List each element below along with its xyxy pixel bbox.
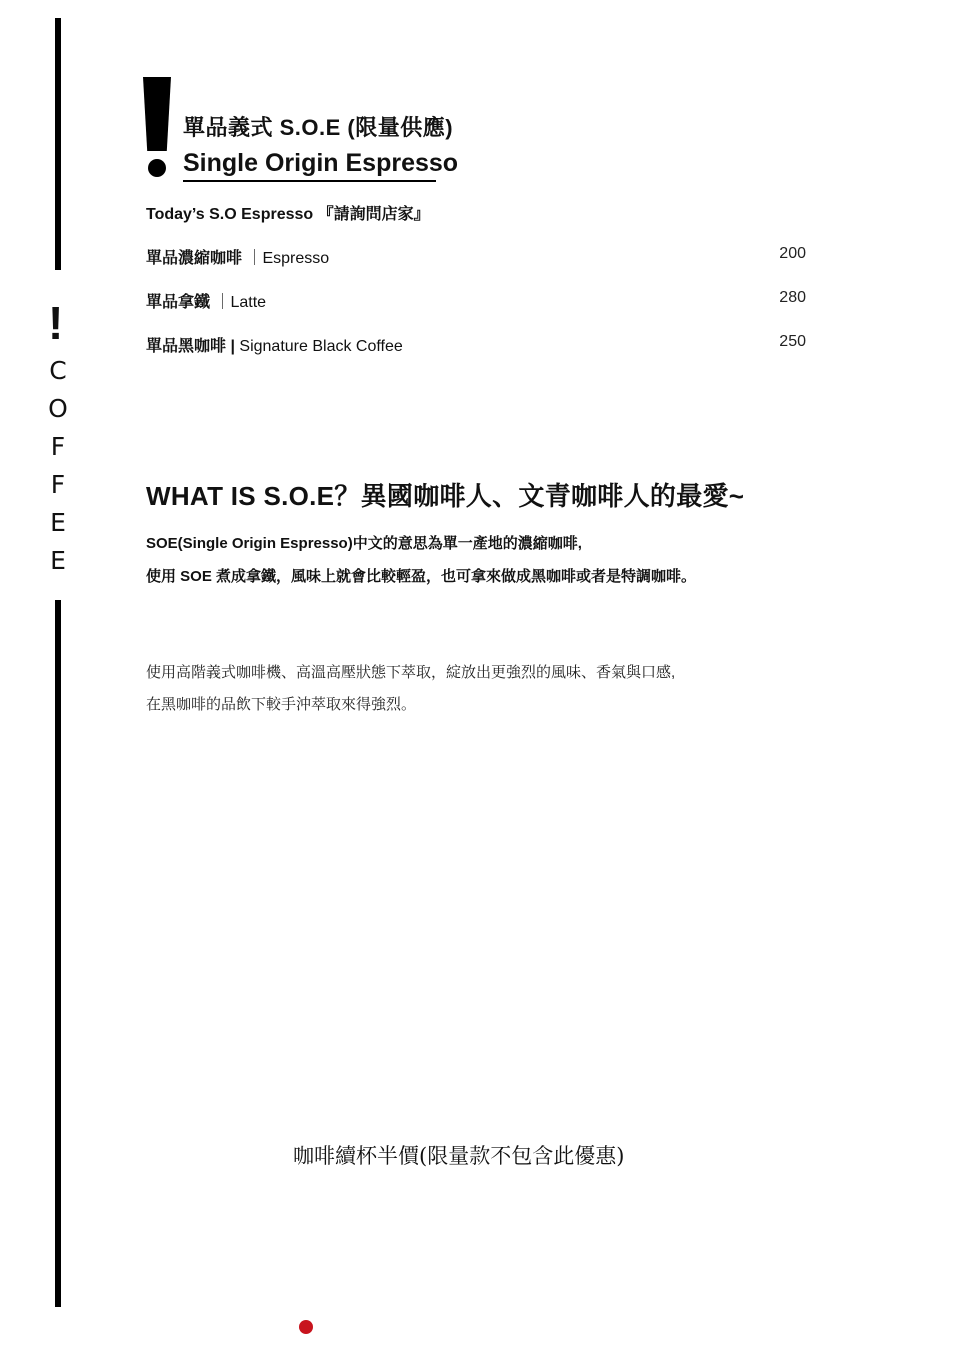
description-line-2: 在黑咖啡的品飲下較手沖萃取來得強烈。 [146, 696, 417, 713]
left-vertical-bar-bottom [55, 600, 61, 1307]
what-is-soe-line-1: SOE(Single Origin Espresso)中文的意思為單一產地的濃縮咖啡, [146, 535, 582, 552]
side-letter: O [48, 394, 68, 423]
menu-item-price: 250 [779, 333, 806, 350]
refill-discount-note: 咖啡續杯半價(限量款不包含此優惠) [293, 1144, 625, 1168]
left-vertical-bar-top [55, 18, 61, 270]
side-exclamation-mark: ! [48, 297, 64, 349]
side-letter: E [50, 546, 66, 575]
what-is-soe-line-2: 使用 SOE 煮成拿鐵，風味上就會比較輕盈，也可拿來做成黑咖啡或者是特調咖啡。 [146, 568, 697, 585]
menu-item-name-zh: 單品濃縮咖啡 [146, 250, 243, 267]
menu-item-name [146, 289, 266, 312]
description-line-1: 使用高階義式咖啡機、高溫高壓狀態下萃取，綻放出更強烈的風味、香氣與口感, [146, 664, 676, 681]
red-dot-decoration [299, 1320, 313, 1334]
side-letter: C [49, 356, 67, 385]
menu-item-name-zh: 單品拿鐵 [146, 294, 211, 311]
side-letter: F [50, 470, 66, 499]
menu-item-name-en: Espresso [262, 250, 330, 267]
todays-espresso-note: Today’s S.O Espresso 『請詢問店家』 [146, 206, 430, 223]
menu-item-separator: ｜ [246, 250, 263, 267]
exclamation-icon [143, 77, 171, 151]
menu-item-latte [146, 289, 806, 313]
side-letter: F [50, 432, 66, 461]
section-title-english: Single Origin Espresso [183, 149, 459, 177]
menu-item-price: 200 [779, 245, 806, 262]
menu-item-name [146, 333, 403, 356]
menu-item-name-en: Latte [230, 294, 267, 311]
menu-item-name [146, 245, 329, 268]
menu-item-black-coffee [146, 333, 806, 357]
menu-item-separator: ｜ [214, 294, 231, 311]
side-coffee-vertical-text [45, 352, 71, 580]
side-letter: E [50, 508, 66, 537]
menu-item-name-zh: 單品黑咖啡 [146, 338, 227, 355]
menu-item-price: 280 [779, 289, 806, 306]
menu-item-separator: | [230, 338, 235, 355]
what-is-soe-heading: WHAT IS S.O.E？異國咖啡人、文青咖啡人的最愛~ [146, 481, 745, 511]
title-underline [183, 180, 436, 182]
exclamation-dot-icon [148, 159, 166, 177]
menu-item-espresso [146, 245, 806, 269]
menu-item-name-en: Signature Black Coffee [239, 338, 403, 355]
section-title-chinese: 單品義式 S.O.E (限量供應) [183, 115, 454, 140]
